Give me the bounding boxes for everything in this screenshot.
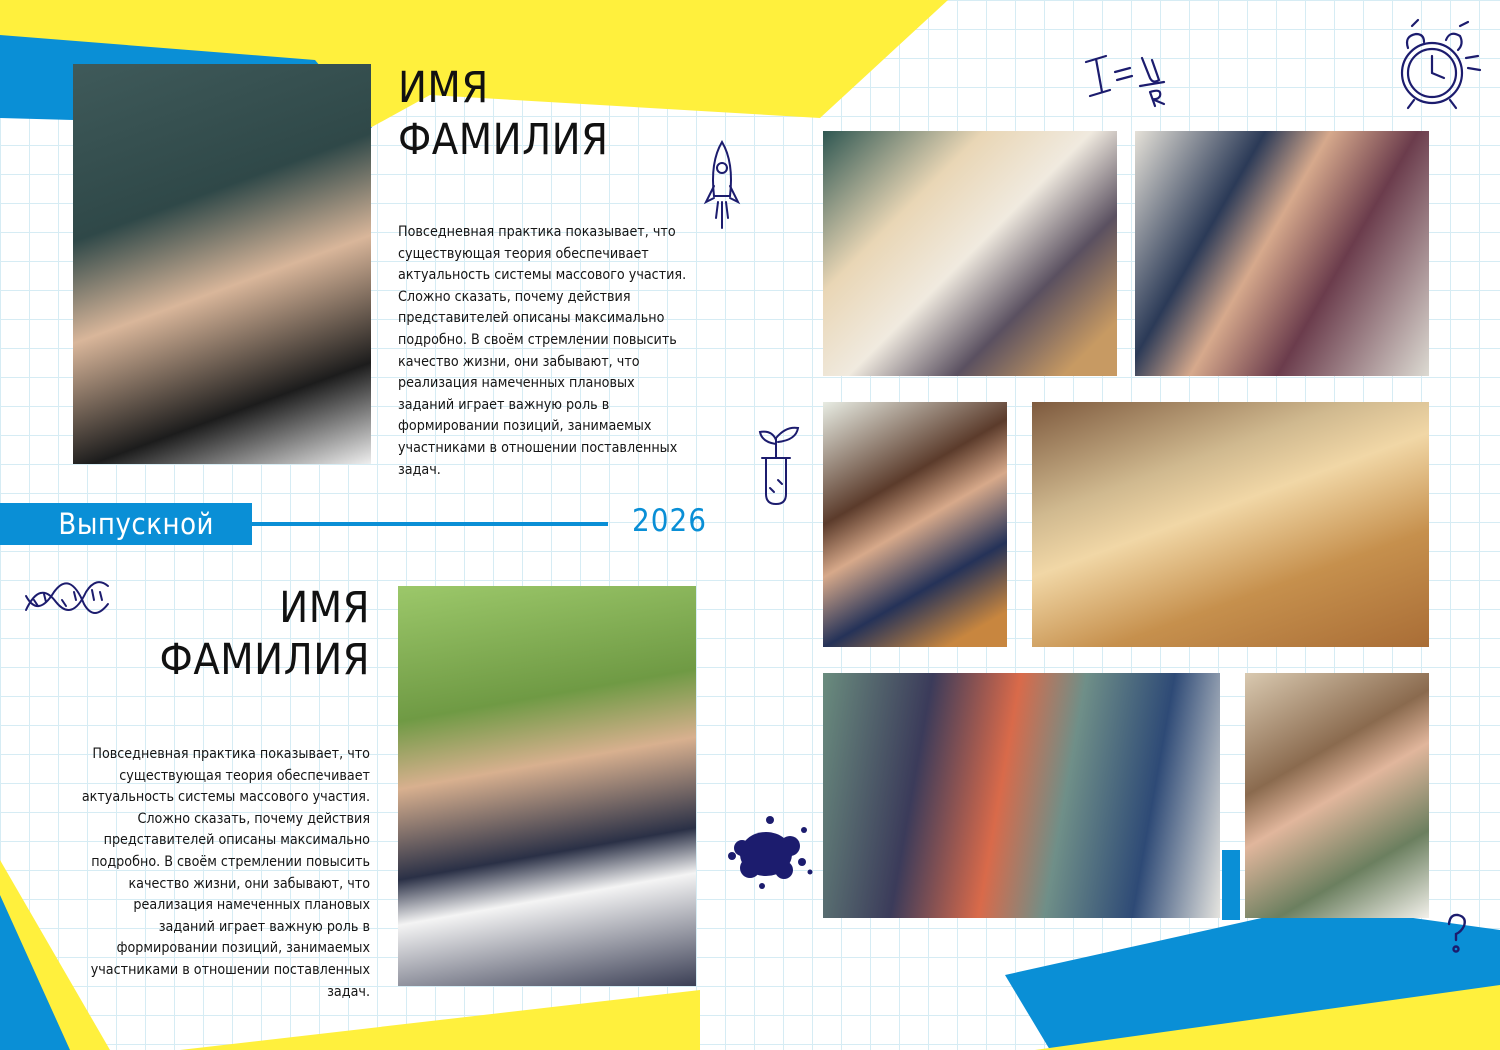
top-profile-description: Повседневная практика показывает, что существующая теория обеспечивает актуальность системы массового участия. Сложно сказать, почему действия представителей описаны максимально подробно. В своём стремлении повысить качество жизни, они забывают, что реализация намеченных плановых заданий играет важную роль в формировании позиций, занимаемых участниками в отношении поставленных задач.	[398, 224, 687, 478]
bottom-profile-photo	[398, 586, 696, 986]
right-blue-accent	[1222, 850, 1240, 920]
top-profile-photo	[73, 64, 371, 464]
bottom-name-line2: ФАМИЛИЯ	[159, 635, 370, 685]
gallery-photo-6	[1245, 673, 1429, 918]
formula-icon	[1080, 48, 1175, 108]
bottom-profile-description: Повседневная практика показывает, что существующая теория обеспечивает актуальность системы массового участия. Сложно сказать, почему действия представителей описаны максимально подробно. В своём стремлении повысить качество жизни, они забывают, что реализация намеченных плановых заданий играет важную роль в формировании позиций, занимаемых участниками в отношении поставленных задач.	[81, 746, 370, 1000]
banner-label: Выпускной	[58, 507, 214, 541]
rocket-icon	[700, 138, 745, 233]
ink-splat-icon	[720, 812, 820, 892]
gallery-photo-2	[1135, 131, 1429, 376]
bottom-name-line1: ИМЯ	[279, 583, 370, 633]
graduation-banner	[0, 503, 252, 545]
graduation-year: 2026	[632, 503, 707, 539]
top-name-line2: ФАМИЛИЯ	[398, 115, 609, 165]
top-name-line1: ИМЯ	[398, 63, 489, 113]
alarm-clock-icon	[1388, 18, 1483, 113]
plant-tube-icon	[752, 418, 807, 506]
gallery-photo-5	[823, 673, 1220, 918]
gallery-photo-1	[823, 131, 1117, 376]
top-profile-name	[398, 62, 608, 166]
gallery-photo-4	[1032, 402, 1429, 647]
question-mark-icon	[1444, 912, 1470, 956]
banner-divider	[252, 522, 608, 526]
bottom-profile-name	[80, 582, 370, 686]
gallery-photo-3	[823, 402, 1007, 647]
dna-icon	[22, 578, 112, 618]
